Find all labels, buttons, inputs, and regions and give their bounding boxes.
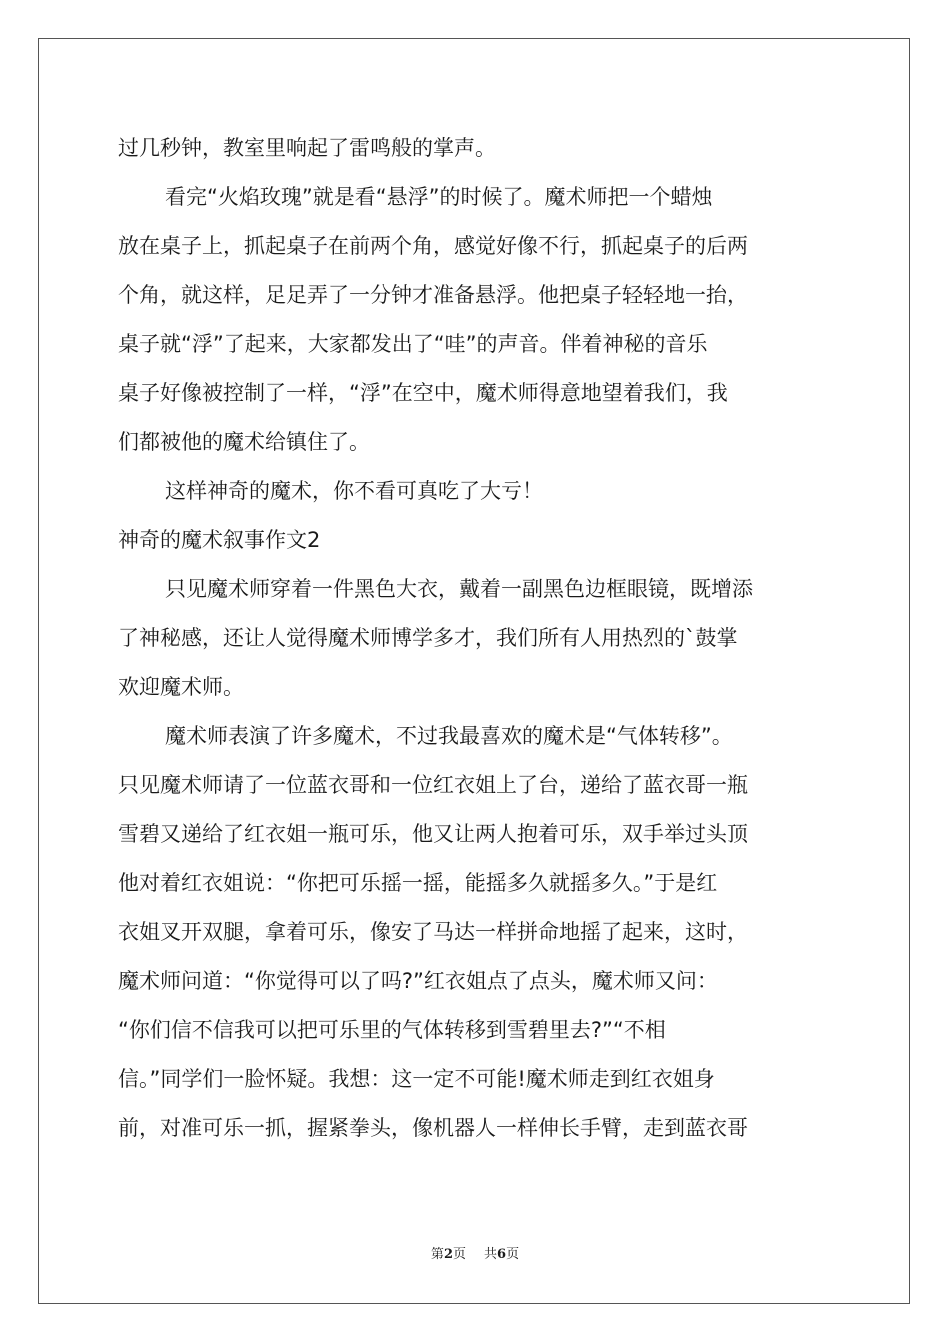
text-line: 只见魔术师穿着一件黑色大衣，戴着一副黑色边框眼镜，既增添	[165, 577, 753, 601]
text-line: 桌子就“浮”了起来，大家都发出了“哇”的声音。伴着神秘的音乐	[118, 332, 708, 356]
page-suffix: 页	[452, 1247, 466, 1262]
text-line: 神奇的魔术叙事作文2	[118, 528, 321, 552]
total-suffix: 页	[506, 1247, 520, 1262]
text-line: 过几秒钟，教室里响起了雷鸣般的掌声。	[118, 136, 496, 160]
text-line: 雪碧又递给了红衣姐一瓶可乐，他又让两人抱着可乐，双手举过头顶	[118, 822, 748, 846]
text-line: 桌子好像被控制了一样，“浮”在空中，魔术师得意地望着我们，我	[118, 381, 728, 405]
text-line: 魔术师问道：“你觉得可以了吗?”红衣姐点了点头，魔术师又问：	[118, 969, 718, 993]
current-page-number: 2	[443, 1247, 453, 1262]
text-line: 衣姐叉开双腿，拿着可乐，像安了马达一样拼命地摇了起来，这时，	[118, 920, 748, 944]
text-line: “你们信不信我可以把可乐里的气体转移到雪碧里去?”“不相	[118, 1018, 666, 1042]
page-prefix: 第	[430, 1247, 444, 1262]
text-line: 魔术师表演了许多魔术，不过我最喜欢的魔术是“气体转移”。	[165, 724, 733, 748]
text-line: 欢迎魔术师。	[118, 675, 244, 699]
text-line: 个角，就这样，足足弄了一分钟才准备悬浮。他把桌子轻轻地一抬，	[118, 283, 748, 307]
text-line: 们都被他的魔术给镇住了。	[118, 430, 370, 454]
text-line: 看完“火焰玫瑰”就是看“悬浮”的时候了。魔术师把一个蜡烛	[165, 185, 713, 209]
text-line: 他对着红衣姐说：“你把可乐摇一摇，能摇多久就摇多久。”于是红	[118, 871, 718, 895]
text-line: 信。”同学们一脸怀疑。我想：这一定不可能!魔术师走到红衣姐身	[118, 1067, 715, 1091]
document-body	[118, 124, 838, 1153]
text-line: 前，对准可乐一抓，握紧拳头，像机器人一样伸长手臂，走到蓝衣哥	[118, 1116, 748, 1140]
text-line: 这样神奇的魔术，你不看可真吃了大亏！	[165, 479, 543, 503]
text-line: 只见魔术师请了一位蓝衣哥和一位红衣姐上了台，递给了蓝衣哥一瓶	[118, 773, 748, 797]
text-line: 了神秘感，还让人觉得魔术师博学多才，我们所有人用热烈的`鼓掌	[118, 626, 738, 650]
page-footer	[0, 1243, 950, 1262]
total-prefix: 共	[484, 1247, 498, 1262]
total-page-count: 6	[497, 1247, 507, 1262]
text-line: 放在桌子上，抓起桌子在前两个角，感觉好像不行，抓起桌子的后两	[118, 234, 748, 258]
